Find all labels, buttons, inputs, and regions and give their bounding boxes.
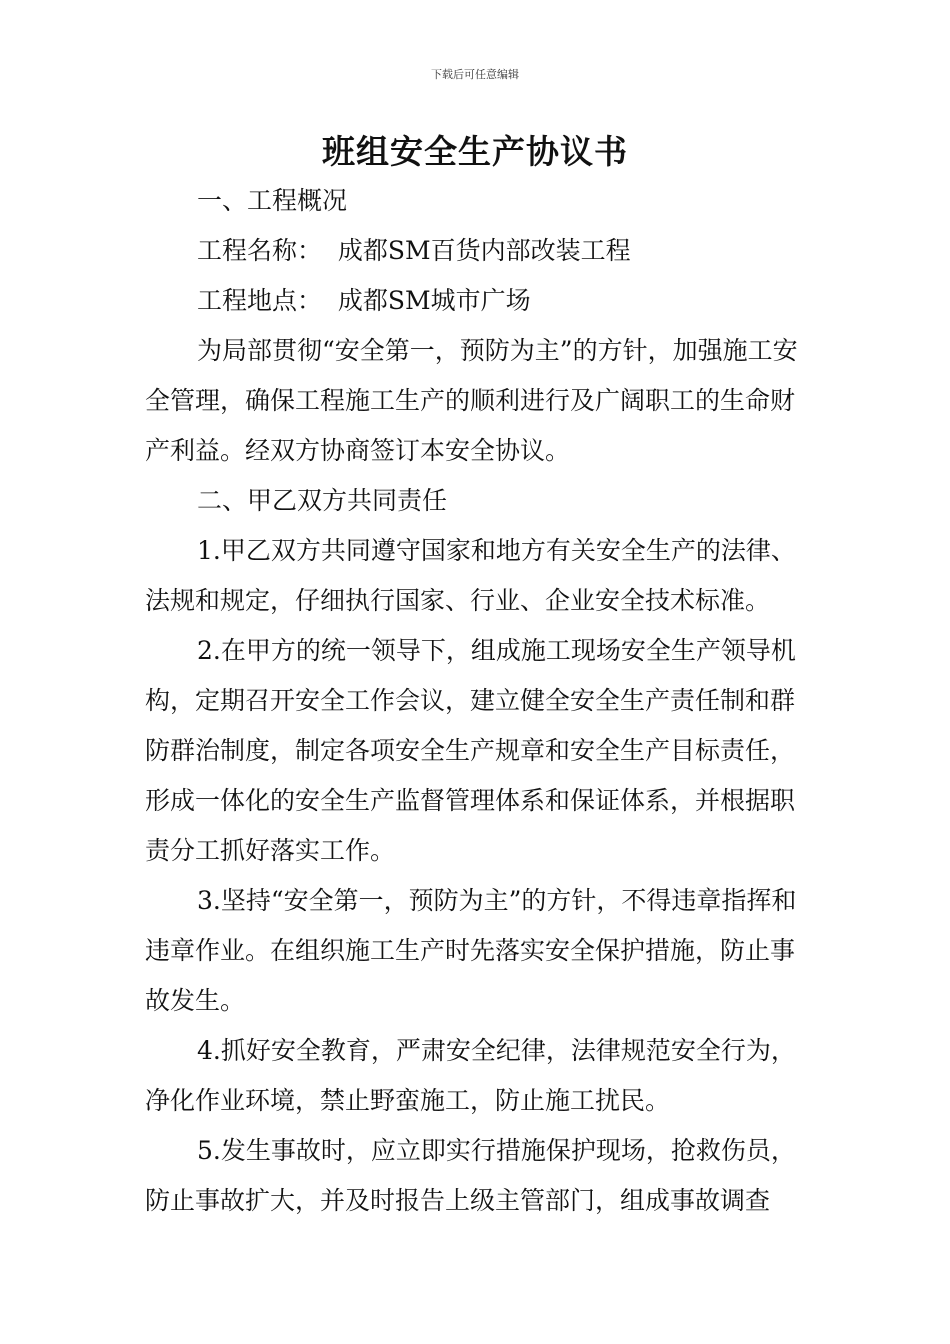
section-heading-project-overview: 一、工程概况 (197, 186, 348, 215)
header-note: 下载后可任意编辑 (431, 68, 519, 81)
clause-4: 4.抓好安全教育，严肃安全纪律，法律规范安全行为，净化作业环境，禁止野蛮施工，防止施工扰民。 (145, 1036, 796, 1115)
document-title: 班组安全生产协议书 (322, 132, 628, 171)
section-heading-joint-responsibilities: 二、甲乙双方共同责任 (197, 486, 448, 515)
clause-5: 5.发生事故时，应立即实行措施保护现场，抢救伤员，防止事故扩大，并及时报告上级主管部门，组成事故调查 (145, 1136, 796, 1215)
project-location-line: 工程地点： 成都SM城市广场 (197, 286, 531, 315)
clause-1: 1.甲乙双方共同遵守国家和地方有关安全生产的法律、法规和规定，仔细执行国家、行业、企业安全技术标准。 (145, 536, 796, 615)
document-body (145, 176, 815, 1226)
clause-2: 2.在甲方的统一领导下，组成施工现场安全生产领导机构，定期召开安全工作会议，建立健全安全生产责任制和群防群治制度，制定各项安全生产规章和安全生产目标责任，形成一体化的安全生产监督管理体系和保证体系，并根据职责分工抓好落实工作。 (145, 636, 796, 865)
intro-paragraph: 为局部贯彻“安全第一，预防为主”的方针，加强施工安全管理，确保工程施工生产的顺利进行及广阔职工的生命财产利益。经双方协商签订本安全协议。 (145, 336, 798, 465)
project-name-line: 工程名称： 成都SM百货内部改装工程 (197, 236, 631, 265)
clause-3: 3.坚持“安全第一，预防为主”的方针，不得违章指挥和违章作业。在组织施工生产时先落实安全保护措施，防止事故发生。 (145, 886, 797, 1015)
